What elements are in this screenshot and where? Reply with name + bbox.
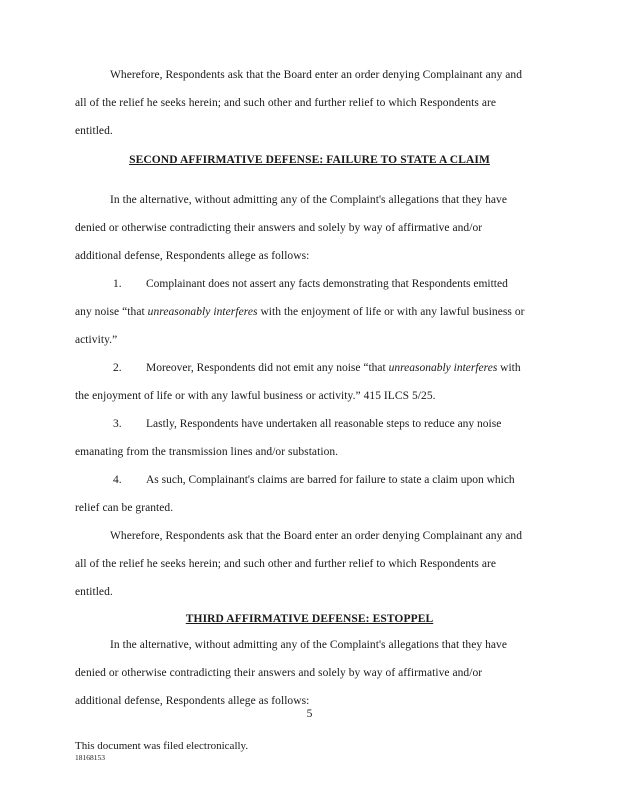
item-line: Lastly, Respondents have undertaken all reasonable steps to reduce any noise <box>146 418 502 430</box>
item-number: 2. <box>113 362 122 374</box>
paragraph-line: Wherefore, Respondents ask that the Board enter an order denying Complainant any and <box>110 530 522 542</box>
item-number: 3. <box>113 418 122 430</box>
item-number: 4. <box>113 474 122 486</box>
section-heading-third-defense: THIRD AFFIRMATIVE DEFENSE: ESTOPPEL <box>185 613 434 625</box>
filing-footer-note: This document was filed electronically. <box>75 740 249 752</box>
item-line: any noise “that unreasonably interferes with the enjoyment of life or with any lawful business or <box>75 306 525 318</box>
paragraph-line: additional defense, Respondents allege as follows: <box>75 250 310 262</box>
item-number: 1. <box>113 278 122 290</box>
item-line: emanating from the transmission lines and/or substation. <box>75 446 339 458</box>
item-line: Moreover, Respondents did not emit any noise “that unreasonably interferes with <box>146 362 521 374</box>
paragraph-line: all of the relief he seeks herein; and such other and further relief to which Respondents are <box>75 558 497 570</box>
item-line: As such, Complainant's claims are barred for failure to state a claim upon which <box>146 474 515 486</box>
page-number: 5 <box>306 708 313 720</box>
paragraph-line: entitled. <box>75 586 113 598</box>
item-line: relief can be granted. <box>75 502 174 514</box>
item-line: Complainant does not assert any facts demonstrating that Respondents emitted <box>146 278 508 290</box>
item-line: the enjoyment of life or with any lawful business or activity.” 415 ILCS 5/25. <box>75 390 436 402</box>
paragraph-line: all of the relief he seeks herein; and such other and further relief to which Respondents are <box>75 97 497 109</box>
paragraph-line: entitled. <box>75 125 113 137</box>
paragraph-line: denied or otherwise contradicting their answers and solely by way of affirmative and/or <box>75 667 483 679</box>
paragraph-line: additional defense, Respondents allege as follows: <box>75 695 310 707</box>
section-heading-second-defense: SECOND AFFIRMATIVE DEFENSE: FAILURE TO STATE A CLAIM <box>129 154 490 166</box>
paragraph-line: In the alternative, without admitting any of the Complaint's allegations that they have <box>110 639 508 651</box>
item-line: activity.” <box>75 334 118 346</box>
paragraph-line: In the alternative, without admitting any of the Complaint's allegations that they have <box>110 194 508 206</box>
paragraph-line: Wherefore, Respondents ask that the Board enter an order denying Complainant any and <box>110 69 522 81</box>
document-id: 18168153 <box>75 753 105 762</box>
paragraph-line: denied or otherwise contradicting their answers and solely by way of affirmative and/or <box>75 222 483 234</box>
